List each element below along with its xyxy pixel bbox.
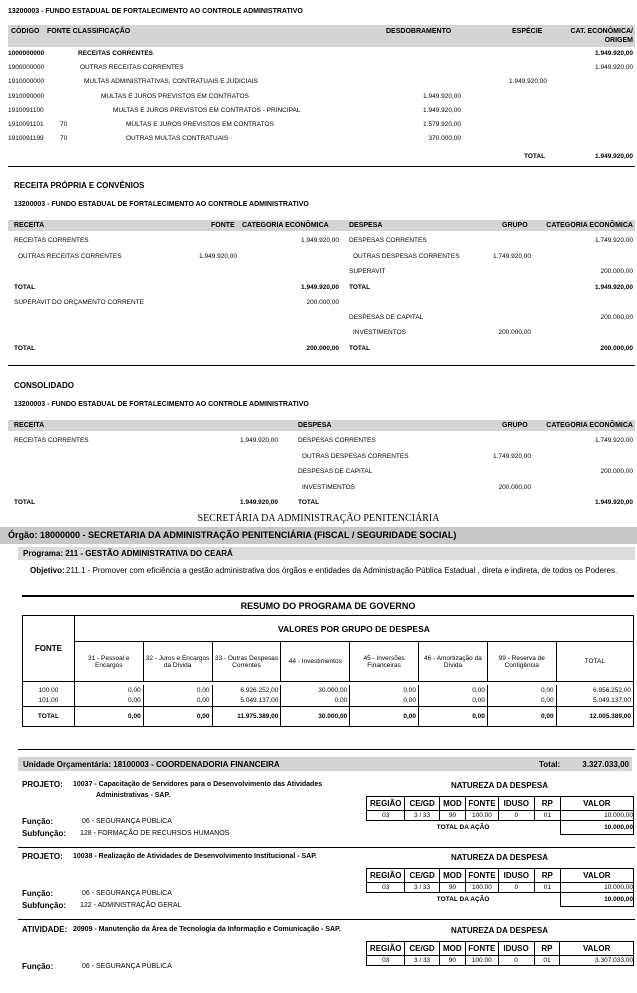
section-title-consolidado: CONSOLIDADO [14, 381, 74, 390]
natureza-col-header: VALOR [560, 797, 633, 811]
natureza-table [366, 796, 634, 835]
h-despesa: DESPESA [349, 222, 383, 229]
receita-line: OUTRAS RECEITAS CORRENTES [18, 253, 122, 260]
projeto-title-cont: Administrativas - SAP. [96, 792, 171, 799]
projeto-kind: PROJETO: [22, 852, 63, 861]
programa-title: Programa: 211 - GESTÃO ADMINISTRATIVA DO CEARÁ [23, 549, 233, 558]
despesa-value: 1.749.920,00 [493, 453, 531, 460]
row-code: 1910091199 [8, 135, 44, 143]
natureza-cell: 03 [367, 883, 405, 893]
natureza-col-header: REGIÃO [367, 942, 405, 956]
divider [8, 365, 635, 366]
total-label: TOTAL [14, 284, 36, 291]
row-label: MULTAS ADMINISTRATIVAS, CONTRATUAIS E JUDICIAIS [84, 78, 258, 86]
natureza-col-header: IDUSO [498, 942, 534, 956]
natureza-cell: 3 / 33 [405, 811, 439, 821]
resumo-cell: 0,00 [74, 685, 143, 696]
h-fonte: FONTE [211, 222, 235, 229]
col-cat-economica: CAT. ECONÔMICA/ [570, 28, 633, 35]
resumo-col-header: TOTAL [556, 642, 633, 682]
resumo-total-label: TOTAL [23, 707, 75, 727]
resumo-col-header: 31 - Pessoal e Encargos [74, 642, 143, 682]
natureza-col-header: RP [534, 942, 560, 956]
total-acao-label: TOTAL DA AÇÃO [436, 824, 490, 832]
natureza-cell: 01 [534, 811, 560, 821]
natureza-col-header: FONTE [466, 797, 499, 811]
natureza-col-header: MOD [439, 797, 465, 811]
resumo-valores-header: VALORES POR GRUPO DE DESPESA [74, 616, 633, 642]
resumo-cell: 5.049.137,00 [556, 696, 633, 707]
despesa-value: 1.749.920,00 [595, 437, 633, 444]
despesa-line: DESPESAS DE CAPITAL [349, 314, 424, 321]
resumo-col-header: 99 - Reserva de Contigência [487, 642, 556, 682]
natureza-cell: 03 [367, 811, 405, 821]
total-value: 1.949.920,00 [301, 284, 339, 291]
resumo-total-cell: 30.000,00 [281, 707, 350, 727]
receita-line: RECEITAS CORRENTES [14, 237, 89, 244]
total-value: 1.949.920,00 [595, 284, 633, 291]
unidade-total-label: Total: [539, 760, 561, 769]
despesa-line: SUPERAVIT [349, 268, 386, 275]
resumo-total-cell: 11.975.389,00 [212, 707, 281, 727]
receita-value: 1.949.920,00 [199, 253, 237, 260]
resumo-cell: 0,00 [281, 696, 350, 707]
natureza-cell: 01 [534, 883, 560, 893]
total-acao-value: 10.000,00 [560, 821, 633, 835]
total-value: 1.949.920,00 [595, 499, 633, 506]
despesa-line: INVESTIMENTOS [353, 329, 406, 336]
resumo-col-header: 45 - Inversões Financeiras [350, 642, 419, 682]
divider [18, 919, 635, 920]
resumo-total-cell: 0,00 [419, 707, 488, 727]
resumo-cell: 6.926.252,00 [212, 685, 281, 696]
resumo-col-header: 46 - Amortização da Dívida [419, 642, 488, 682]
s1-total-label: TOTAL [524, 153, 546, 160]
despesa-value: 200.000,00 [600, 314, 633, 321]
col-desdobramento: DESDOBRAMENTO [386, 28, 452, 35]
col-especie: ESPÉCIE [512, 28, 543, 35]
h-despesa: DESPESA [298, 422, 332, 429]
h-grupo: GRUPO [502, 422, 528, 429]
row-categoria: 1.949.920,00 [595, 50, 633, 57]
unidade-title: Unidade Orçamentária: 18100003 - COORDENADORIA FINANCEIRA [23, 760, 280, 769]
resumo-cell: 0,00 [419, 685, 488, 696]
divider [8, 166, 635, 167]
resumo-total-cell: 0,00 [487, 707, 556, 727]
despesa-line: DESPESAS CORRENTES [349, 237, 427, 244]
natureza-col-header: CE/GD [405, 869, 439, 883]
resumo-col-header: 32 - Juros e Encargos da Dívida [143, 642, 212, 682]
row-code: 1910091101 [8, 121, 44, 128]
natureza-cell: 3 / 33 [405, 883, 439, 893]
total-value: 1.949.920,00 [240, 499, 278, 506]
despesa-value: 200.000,00 [600, 468, 633, 475]
row-fonte: 70 [60, 135, 68, 143]
col-fonte-classificacao: FONTE CLASSIFICAÇÃO [47, 28, 131, 35]
resumo-cell: 0,00 [74, 696, 143, 707]
subfuncao-label: Subfunção: [22, 901, 66, 910]
natureza-col-header: REGIÃO [367, 797, 405, 811]
row-label: OUTRAS RECEITAS CORRENTES [80, 64, 184, 72]
funcao-value: 06 - SEGURANÇA PÚBLICA [82, 818, 172, 825]
total-label: TOTAL [349, 345, 371, 352]
natureza-col-header: CE/GD [405, 797, 439, 811]
natureza-col-header: IDUSO [498, 869, 534, 883]
funcao-label: Função: [22, 962, 54, 971]
total-label: TOTAL [14, 499, 36, 506]
divider [18, 847, 635, 848]
h-receita: RECEITA [14, 422, 45, 429]
row-desdobramento: 1.949.920,00 [423, 106, 461, 114]
orgao-title: Órgão: 18000000 - SECRETARIA DA ADMINISTRAÇÃO PENITENCIÁRIA (FISCAL / SEGURIDADE SOCIAL) [8, 530, 457, 540]
despesa-value: 1.749.920,00 [493, 253, 531, 260]
resumo-total-cell: 12.005.389,00 [556, 707, 633, 727]
natureza-col-header: FONTE [466, 942, 499, 956]
receita-value: 1.949.920,00 [301, 237, 339, 244]
subfuncao-value: 122 - ADMINISTRAÇÃO GERAL [80, 902, 182, 909]
total-value: 200.000,00 [600, 345, 633, 352]
natureza-title: NATUREZA DA DESPESA [450, 926, 549, 935]
resumo-cell: 0,00 [487, 696, 556, 707]
h-receita: RECEITA [14, 222, 45, 229]
row-desdobramento: 370.000,00 [428, 135, 461, 143]
h-categoria-2: CATEGORIA ECONÔMICA [546, 222, 633, 229]
natureza-cell: 3.307.033,00 [560, 956, 634, 966]
row-label: OUTRAS MULTAS CONTRATUAIS [126, 135, 229, 143]
row-label: MULTAS E JUROS PREVISTOS EM CONTRATOS [101, 92, 249, 100]
natureza-row [367, 811, 634, 821]
resumo-cell: 0,00 [487, 685, 556, 696]
fund-title-1: 13200003 - FUNDO ESTADUAL DE FORTALECIMENTO AO CONTROLE ADMINISTRATIVO [8, 8, 303, 15]
objetivo-label: Objetivo: [30, 566, 65, 575]
unidade-total-value: 3.327.033,00 [582, 760, 629, 769]
natureza-cell: 3 / 33 [405, 956, 439, 966]
despesa-value: 1.749.920,00 [595, 237, 633, 244]
resumo-title: RESUMO DO PROGRAMA DE GOVERNO [240, 601, 416, 611]
natureza-col-header: REGIÃO [367, 869, 405, 883]
row-label: MULTAS E JUROS PREVISTOS EM CONTRATOS [126, 121, 274, 128]
natureza-col-header: IDUSO [498, 797, 534, 811]
natureza-col-header: CE/GD [405, 942, 439, 956]
natureza-cell: 90 [439, 811, 465, 821]
funcao-label: Função: [22, 817, 54, 826]
funcao-value: 06 - SEGURANÇA PÚBLICA [82, 890, 172, 897]
resumo-fonte: 101.00 [23, 696, 75, 707]
natureza-cell: 100.00 [466, 811, 499, 821]
resumo-col-header: 44 - Investimentos [281, 642, 350, 682]
natureza-col-header: RP [534, 869, 560, 883]
resumo-total-cell: 0,00 [143, 707, 212, 727]
resumo-cell: 5.049.137,00 [212, 696, 281, 707]
atividade-kind: ATIVIDADE: [22, 925, 68, 934]
resumo-cell: 0,00 [143, 685, 212, 696]
receita-line: SUPERAVIT DO ORÇAMENTO CORRENTE [14, 299, 145, 306]
natureza-cell: 90 [439, 883, 465, 893]
divider [18, 749, 635, 750]
h-categoria: CATEGORIA ECONÔMICA [242, 222, 329, 229]
objetivo-text: 211.1 - Promover com eficiência a gestão administrativa dos órgãos e entidades da Administração Pública Estadual , direta e indireta, de todos os Poderes. [66, 566, 618, 575]
resumo-cell: 0,00 [419, 696, 488, 707]
resumo-total-cell: 0,00 [350, 707, 419, 727]
natureza-cell: 10.000,00 [560, 883, 633, 893]
row-code: 1000000000 [8, 50, 45, 57]
natureza-cell: 0 [498, 956, 534, 966]
resumo-cell: 0,00 [350, 685, 419, 696]
natureza-col-header: MOD [439, 942, 465, 956]
subfuncao-label: Subfunção: [22, 829, 66, 838]
row-fonte: 70 [60, 121, 68, 128]
resumo-cell: 6.956.252,00 [556, 685, 633, 696]
total-label: TOTAL [14, 345, 36, 352]
natureza-cell: 01 [534, 956, 560, 966]
secretaria-title: SECRETÁRIA DA ADMINISTRAÇÃO PENITENCIÁRIA [197, 513, 440, 524]
row-label: MULTAS E JUROS PREVISTOS EM CONTRATOS - PRINCIPAL [113, 106, 301, 114]
projeto-title: 10038 - Realização de Atividades de Desenvolvimento Institucional - SAP. [73, 853, 317, 860]
resumo-top-rule [22, 595, 634, 597]
total-acao-value: 10.000,00 [560, 893, 633, 907]
row-label: RECEITAS CORRENTES [78, 50, 153, 57]
receita-value: 1.949.920,00 [240, 437, 278, 444]
subfuncao-value: 128 - FORMAÇÃO DE RECURSOS HUMANOS [80, 830, 230, 837]
row-code: 1910091100 [8, 106, 44, 114]
row-especie: 1.949.920,00 [509, 78, 547, 86]
natureza-col-header: FONTE [466, 869, 499, 883]
row-desdobramento: 1.579.920,00 [423, 121, 461, 128]
resumo-total-cell: 0,00 [74, 707, 143, 727]
total-label: TOTAL [298, 499, 320, 506]
funcao-value: 06 - SEGURANÇA PÚBLICA [82, 963, 172, 970]
row-code: 1910000000 [8, 78, 45, 86]
despesa-value: 200.000,00 [600, 268, 633, 275]
natureza-cell: 0 [498, 883, 534, 893]
natureza-col-header: VALOR [560, 942, 634, 956]
section-title-receita-propria: RECEITA PRÓPRIA E CONVÊNIOS [14, 181, 145, 190]
row-categoria: 1.949.920,00 [595, 64, 633, 72]
total-acao-label: TOTAL DA AÇÃO [436, 896, 490, 904]
natureza-title: NATUREZA DA DESPESA [450, 781, 549, 790]
h-categoria: CATEGORIA ECONÔMICA [546, 422, 633, 429]
resumo-row [23, 696, 634, 707]
natureza-cell: 03 [367, 956, 405, 966]
atividade-title: 20909 - Manutenção da Área de Tecnologia da Informação e Comunicação - SAP. [73, 926, 341, 933]
row-desdobramento: 1.949.920,00 [423, 92, 461, 100]
row-code: 1910090000 [8, 92, 45, 100]
natureza-table [366, 868, 634, 907]
resumo-fonte: 100.00 [23, 685, 75, 696]
natureza-row [367, 883, 634, 893]
resumo-cell: 0,00 [350, 696, 419, 707]
receita-value: 200.000,00 [306, 299, 339, 306]
col-codigo: CÓDIGO [11, 28, 40, 35]
despesa-line: DESPESAS CORRENTES [298, 437, 376, 444]
natureza-row [367, 956, 634, 966]
funcao-label: Função: [22, 889, 54, 898]
resumo-fonte-header: FONTE [23, 616, 75, 682]
despesa-value: 200.000,00 [498, 484, 531, 491]
resumo-table [22, 615, 634, 727]
natureza-cell: 100.00 [466, 956, 499, 966]
total-value: 200.000,00 [306, 345, 339, 352]
natureza-cell: 10.000,00 [560, 811, 633, 821]
resumo-cell: 30.000,00 [281, 685, 350, 696]
h-grupo: GRUPO [502, 222, 528, 229]
natureza-col-header: MOD [439, 869, 465, 883]
s1-total-value: 1.949.920,00 [595, 153, 633, 160]
natureza-cell: 100.00 [466, 883, 499, 893]
despesa-line: OUTRAS DESPESAS CORRENTES [302, 453, 409, 460]
row-code: 1900000000 [8, 64, 45, 72]
despesa-value: 200.000,00 [498, 329, 531, 336]
total-label: TOTAL [349, 284, 371, 291]
natureza-title: NATUREZA DA DESPESA [450, 853, 549, 862]
resumo-cell: 0,00 [143, 696, 212, 707]
natureza-cell: 90 [439, 956, 465, 966]
natureza-table [366, 941, 634, 966]
despesa-line: INVESTIMENTOS [302, 484, 355, 491]
despesa-line: OUTRAS DESPESAS CORRENTES [353, 253, 460, 260]
resumo-row [23, 685, 634, 696]
natureza-cell: 0 [498, 811, 534, 821]
col-origem: ORIGEM [604, 37, 633, 44]
projeto-kind: PROJETO: [22, 780, 63, 789]
natureza-col-header: VALOR [560, 869, 633, 883]
projeto-title: 10037 - Capacitação de Servidores para o Desenvolvimento das Atividades [73, 781, 323, 788]
receita-line: RECEITAS CORRENTES [14, 437, 89, 444]
despesa-line: DESPESAS DE CAPITAL [298, 468, 373, 475]
fund-title-2: 13200003 - FUNDO ESTADUAL DE FORTALECIMENTO AO CONTROLE ADMINISTRATIVO [14, 201, 309, 208]
resumo-col-header: 33 - Outras Despesas Correntes [212, 642, 281, 682]
natureza-col-header: RP [534, 797, 560, 811]
fund-title-3: 13200003 - FUNDO ESTADUAL DE FORTALECIMENTO AO CONTROLE ADMINISTRATIVO [14, 401, 309, 408]
